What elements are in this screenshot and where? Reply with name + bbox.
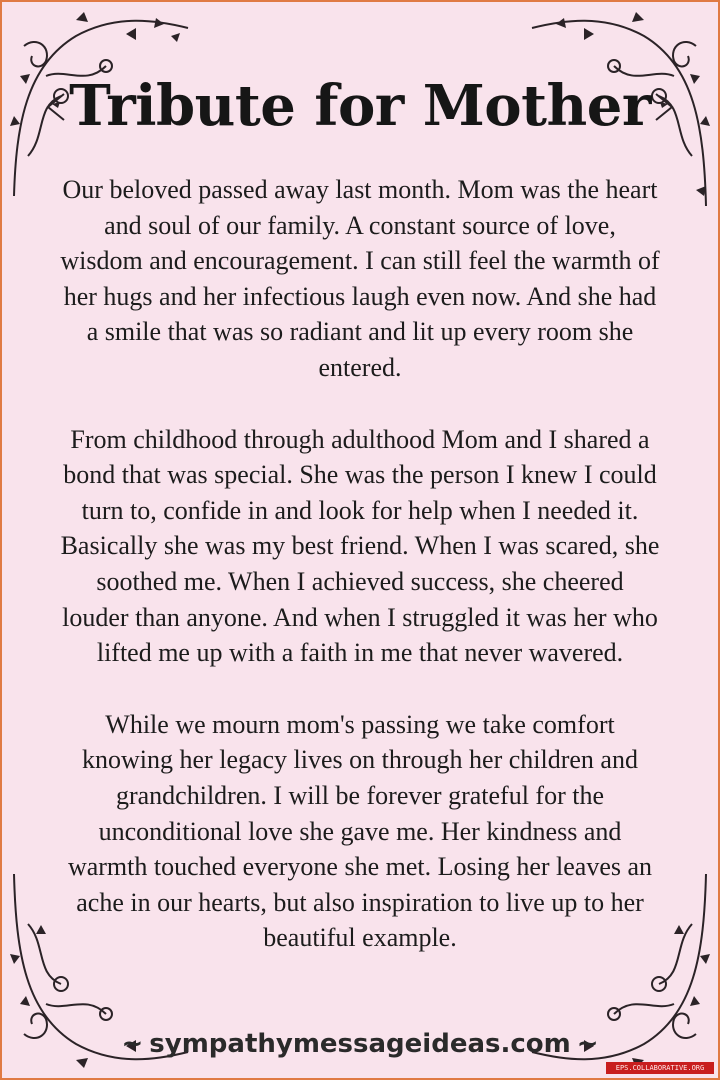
- paragraph-1: Our beloved passed away last month. Mom was the heart and soul of our family. A constant source of love, wisdom and encouragement. I can still feel the warmth of her hugs and her infectious laugh even now. And she had a smile that was so radiant and lit up every room she entered.: [60, 175, 660, 382]
- footer-leaf-right-icon: ~: [576, 1029, 599, 1059]
- footer: [0, 1024, 720, 1064]
- tribute-body: [60, 172, 660, 956]
- footer-leaf-left-icon: ~: [121, 1029, 144, 1059]
- footer-site[interactable]: sympathymessageideas.com: [149, 1029, 571, 1059]
- page-title: Tribute for Mother: [69, 73, 651, 139]
- paragraph-3: While we mourn mom's passing we take comfort knowing her legacy lives on through her children and grandchildren. I will be forever grateful for the unconditional love she gave me. Her kindness and warmth touched everyone she met. Losing her leaves an ache in our hearts, but also inspiration to live up to her beautiful example.: [67, 709, 653, 953]
- watermark-stamp: EPS.COLLABORATIVE.ORG: [606, 1062, 714, 1074]
- paragraph-2: From childhood through adulthood Mom and I shared a bond that was special. She was the person I knew I could turn to, confide in and look for help when I needed it. Basically she was my best friend. When I was scared, she soothed me. When I achieved success, she cheered louder than anyone. And when I struggled it was her who lifted me up with a faith in me that never wavered.: [60, 424, 660, 668]
